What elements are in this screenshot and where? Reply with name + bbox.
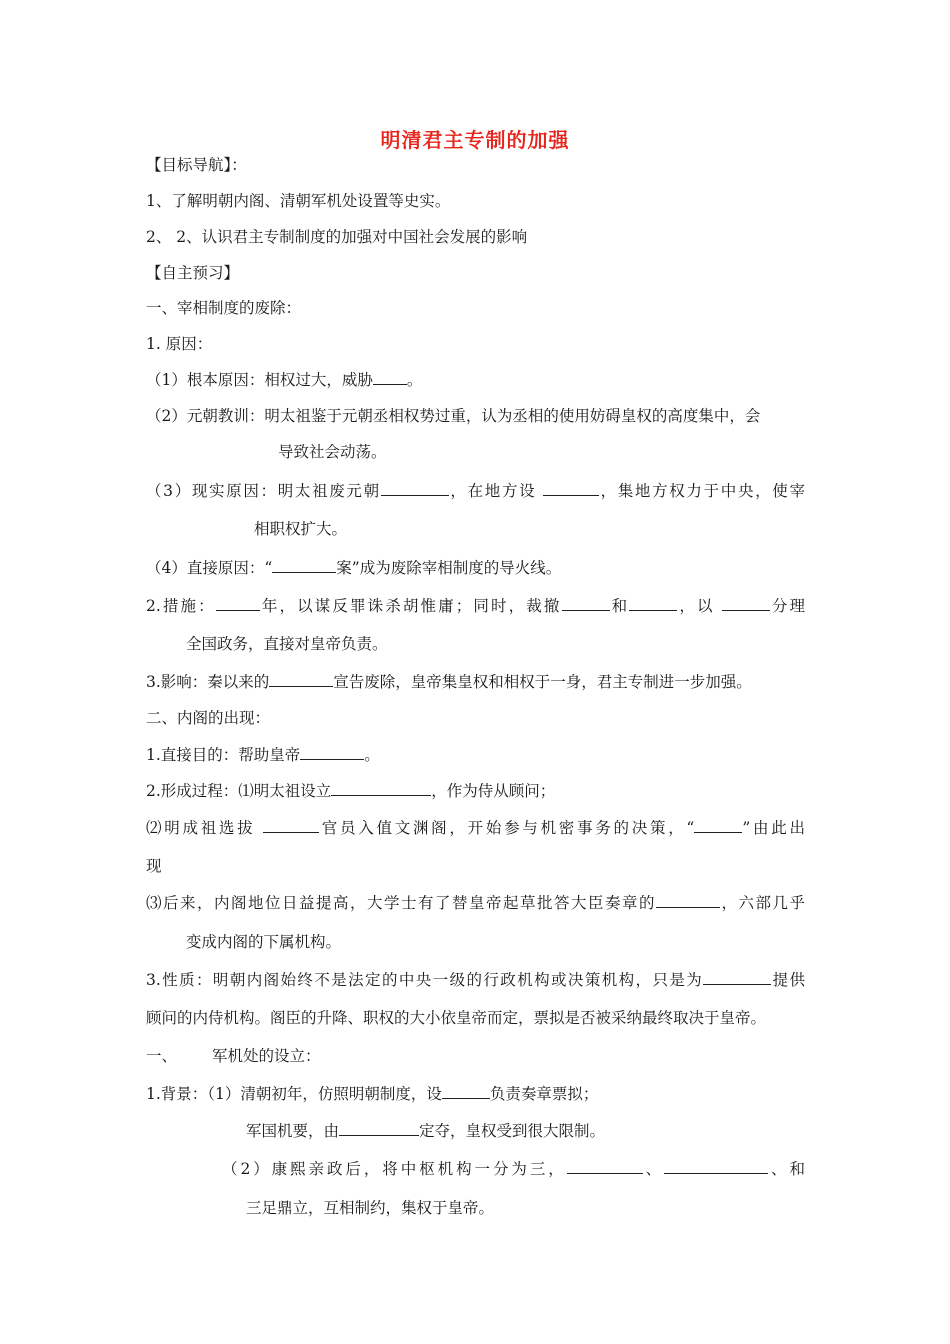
measures-text-e: 分理	[769, 597, 805, 615]
kangxi-text-c: 、和	[768, 1160, 805, 1178]
cause-1-end: 。	[406, 371, 423, 389]
impact-text-b: 宣告废除，皇帝集皇权和相权于一身，君主专制进一步加强。	[333, 673, 752, 691]
measures-line1	[146, 596, 805, 616]
fill-blank[interactable]	[269, 672, 333, 687]
kangxi-line1	[222, 1159, 805, 1179]
fill-blank[interactable]	[331, 781, 431, 796]
measures-text-a: 2.措施：	[146, 597, 216, 615]
cause-4-text-b: 案”成为废除宰相制度的导火线。	[336, 559, 562, 577]
fill-blank[interactable]	[664, 1159, 768, 1174]
cause-2-line1: （2）元朝教训：明太祖鉴于元朝丞相权势过重，认为丞相的使用妨碍皇权的高度集中，会	[146, 407, 761, 425]
goal-2: 2、 2、认识君主专制制度的加强对中国社会发展的影响	[146, 228, 528, 246]
fill-blank[interactable]	[656, 893, 720, 908]
measures-text-c: 和	[609, 597, 630, 615]
formation-3-line1	[146, 893, 805, 913]
fill-blank[interactable]	[567, 1159, 643, 1174]
cause-2-line2: 导致社会动荡。	[278, 443, 387, 461]
fill-blank[interactable]	[216, 596, 260, 611]
fill-blank[interactable]	[694, 818, 742, 833]
background-line2	[246, 1121, 605, 1141]
background-2-text-b: 定夺，皇权受到很大限制。	[419, 1122, 606, 1140]
formation-2-line2: 现	[146, 857, 162, 875]
background-line1	[146, 1084, 598, 1104]
formation-2-text-b: 官员入值文渊阁，开始参与机密事务的决策，“	[319, 819, 695, 837]
goals-header: 【目标导航】：	[146, 156, 247, 174]
impact-text-a: 3.影响：秦以来的	[146, 673, 270, 691]
fill-blank[interactable]	[562, 596, 610, 611]
nature-line1	[146, 970, 805, 990]
purpose-text-a: 1.直接目的：帮助皇帝	[146, 746, 301, 764]
kangxi-text-a: （2）康熙亲政后，将中枢机构一分为三，	[222, 1160, 567, 1178]
measures-text-b: 年，以谋反罪诛杀胡惟庸；同时，裁撤	[259, 597, 562, 615]
cause-1	[146, 370, 422, 390]
formation-3-text-b: ，六部几乎	[719, 894, 805, 912]
preview-header: 【自主预习】	[146, 264, 240, 282]
formation-line	[146, 781, 555, 801]
formation-2-text-c: ”由此出	[742, 819, 805, 837]
background-text-b: 负责奏章票拟；	[489, 1085, 599, 1103]
cause-3-text-a: （3）现实原因：明太祖废元朝	[146, 482, 381, 500]
fill-blank[interactable]	[373, 370, 407, 385]
fill-blank[interactable]	[263, 818, 319, 833]
fill-blank[interactable]	[272, 558, 336, 573]
formation-3-line2: 变成内阁的下属机构。	[186, 933, 342, 951]
nature-text-b: 提供	[771, 971, 805, 989]
cabinet-purpose	[146, 745, 380, 765]
kangxi-line2: 三足鼎立，互相制约，集权于皇帝。	[246, 1199, 495, 1217]
part1-header: 一、宰相制度的废除：	[146, 299, 302, 317]
fill-blank[interactable]	[722, 596, 770, 611]
formation-text-b: ，作为侍从顾问；	[431, 782, 556, 800]
formation-3-text-a: ⑶后来，内阁地位日益提高，大学士有了替皇帝起草批答大臣奏章的	[146, 894, 656, 912]
purpose-text-b: 。	[364, 746, 380, 764]
measures-text-d: ，以	[677, 597, 715, 615]
fill-blank[interactable]	[703, 970, 771, 985]
kangxi-text-b: 、	[642, 1160, 665, 1178]
part2-header: 二、内阁的出现：	[146, 709, 271, 727]
measures-line2: 全国政务，直接对皇帝负责。	[186, 635, 388, 653]
background-2-text-a: 军国机要，由	[246, 1122, 340, 1140]
nature-line2: 顾问的内侍机构。阁臣的升降、职权的大小依皇帝而定，票拟是否被采纳最终取决于皇帝。	[146, 1009, 767, 1027]
cause-4	[146, 558, 561, 578]
fill-blank[interactable]	[442, 1084, 490, 1099]
page-title: 明清君主专制的加强	[380, 128, 570, 152]
impact-line	[146, 672, 752, 692]
formation-2-line1	[146, 818, 805, 838]
formation-text-a: 2.形成过程：⑴明太祖设立	[146, 782, 332, 800]
cause-3-line1	[146, 481, 805, 501]
fill-blank[interactable]	[339, 1121, 419, 1136]
cause-3-text-b: ，在地方设	[448, 482, 537, 500]
fill-blank[interactable]	[543, 481, 599, 496]
cause-3-line2: 相职权扩大。	[254, 520, 348, 538]
fill-blank[interactable]	[629, 596, 677, 611]
cause-1-text: （1）根本原因：相权过大，威胁	[146, 371, 373, 389]
background-text-a: 1.背景：（1）清朝初年，仿照明朝制度，设	[146, 1085, 442, 1103]
cause-3-text-c: ，集地方权力于中央，使宰	[598, 482, 805, 500]
formation-2-text-a: ⑵明成祖选拔	[146, 819, 256, 837]
cause-heading: 1. 原因：	[146, 335, 213, 353]
goal-1: 1、了解明朝内阁、清朝军机处设置等史实。	[146, 192, 451, 210]
fill-blank[interactable]	[300, 745, 364, 760]
fill-blank[interactable]	[381, 481, 449, 496]
part3-title: 军机处的设立：	[212, 1047, 321, 1065]
cause-4-text-a: （4）直接原因：“	[146, 559, 273, 577]
nature-text-a: 3.性质：明朝内阁始终不是法定的中央一级的行政机构或决策机构，只是为	[146, 971, 704, 989]
part3-number: 一、	[146, 1047, 178, 1065]
